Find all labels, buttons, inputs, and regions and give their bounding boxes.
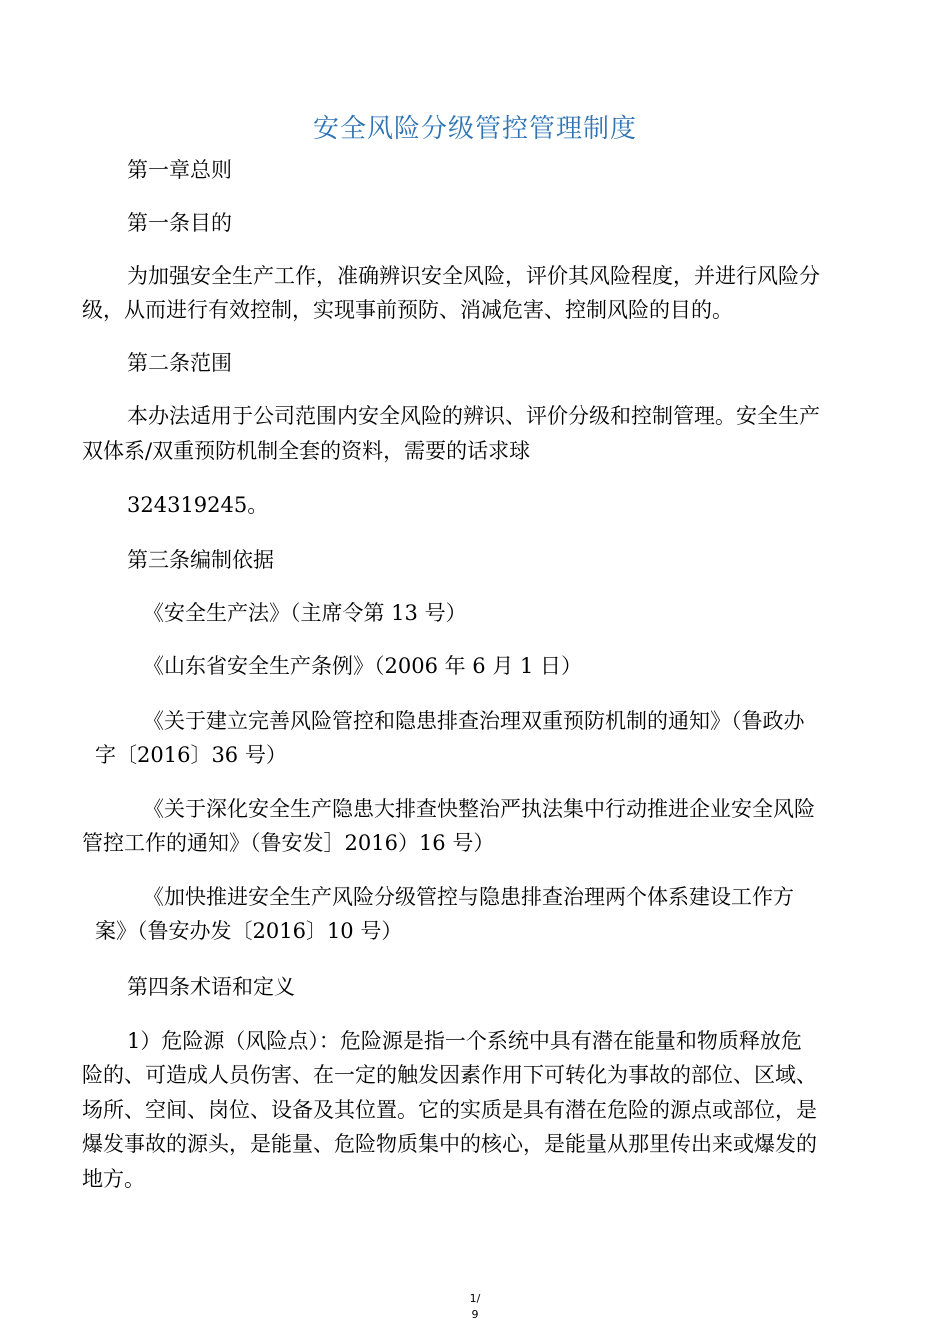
reference-4-line-2: 管控工作的通知》（鲁安发］2016）16 号） xyxy=(82,831,495,855)
reference-1: 《安全生产法》（主席令第 13 号） xyxy=(143,601,467,625)
article-2-text-line-3: 324319245。 xyxy=(127,493,269,517)
reference-5-line-1: 《加快推进安全生产风险分级管控与隐患排查治理两个体系建设工作方 xyxy=(143,885,794,909)
reference-5-line-2: 案》（鲁安办发〔2016〕10 号） xyxy=(95,919,403,943)
reference-2: 《山东省安全生产条例》（2006 年 6 月 1 日） xyxy=(143,654,583,678)
article-2-text-line-2: 双体系/双重预防机制全套的资料，需要的话求球 xyxy=(82,439,531,463)
page-number-current: 1/ xyxy=(469,1292,481,1305)
definition-1-line-3: 场所、空间、岗位、设备及其位置。它的实质是具有潜在危险的源点或部位，是 xyxy=(82,1098,817,1122)
page-number xyxy=(455,1291,495,1323)
article-2-text-line-1: 本办法适用于公司范围内安全风险的辨识、评价分级和控制管理。安全生产 xyxy=(127,404,820,428)
definition-1-line-4: 爆发事故的源头，是能量、危险物质集中的核心，是能量从那里传出来或爆发的 xyxy=(82,1132,817,1156)
article-1-text-line-1: 为加强安全生产工作，准确辨识安全风险，评价其风险程度，并进行风险分 xyxy=(127,264,820,288)
definition-1-line-5: 地方。 xyxy=(82,1167,145,1191)
definition-1-line-1: 1）危险源（风险点）：危险源是指一个系统中具有潜在能量和物质释放危 xyxy=(127,1029,802,1053)
reference-3-line-1: 《关于建立完善风险管控和隐患排查治理双重预防机制的通知》（鲁政办 xyxy=(143,709,805,733)
article-4-heading: 第四条术语和定义 xyxy=(127,975,295,999)
article-2-heading: 第二条范围 xyxy=(127,351,232,375)
article-3-heading: 第三条编制依据 xyxy=(127,548,274,572)
reference-3-line-2: 字〔2016〕36 号） xyxy=(95,743,287,767)
reference-4-line-1: 《关于深化安全生产隐患大排查快整治严执法集中行动推进企业安全风险 xyxy=(143,797,815,821)
page-number-total: 9 xyxy=(471,1308,479,1321)
document-title: 安全风险分级管控管理制度 xyxy=(312,114,637,144)
article-1-heading: 第一条目的 xyxy=(127,211,232,235)
definition-1-line-2: 险的、可造成人员伤害、在一定的触发因素作用下可转化为事故的部位、区域、 xyxy=(82,1063,817,1087)
chapter-heading: 第一章总则 xyxy=(127,158,232,182)
article-1-text-line-2: 级，从而进行有效控制，实现事前预防、消减危害、控制风险的目的。 xyxy=(82,298,733,322)
